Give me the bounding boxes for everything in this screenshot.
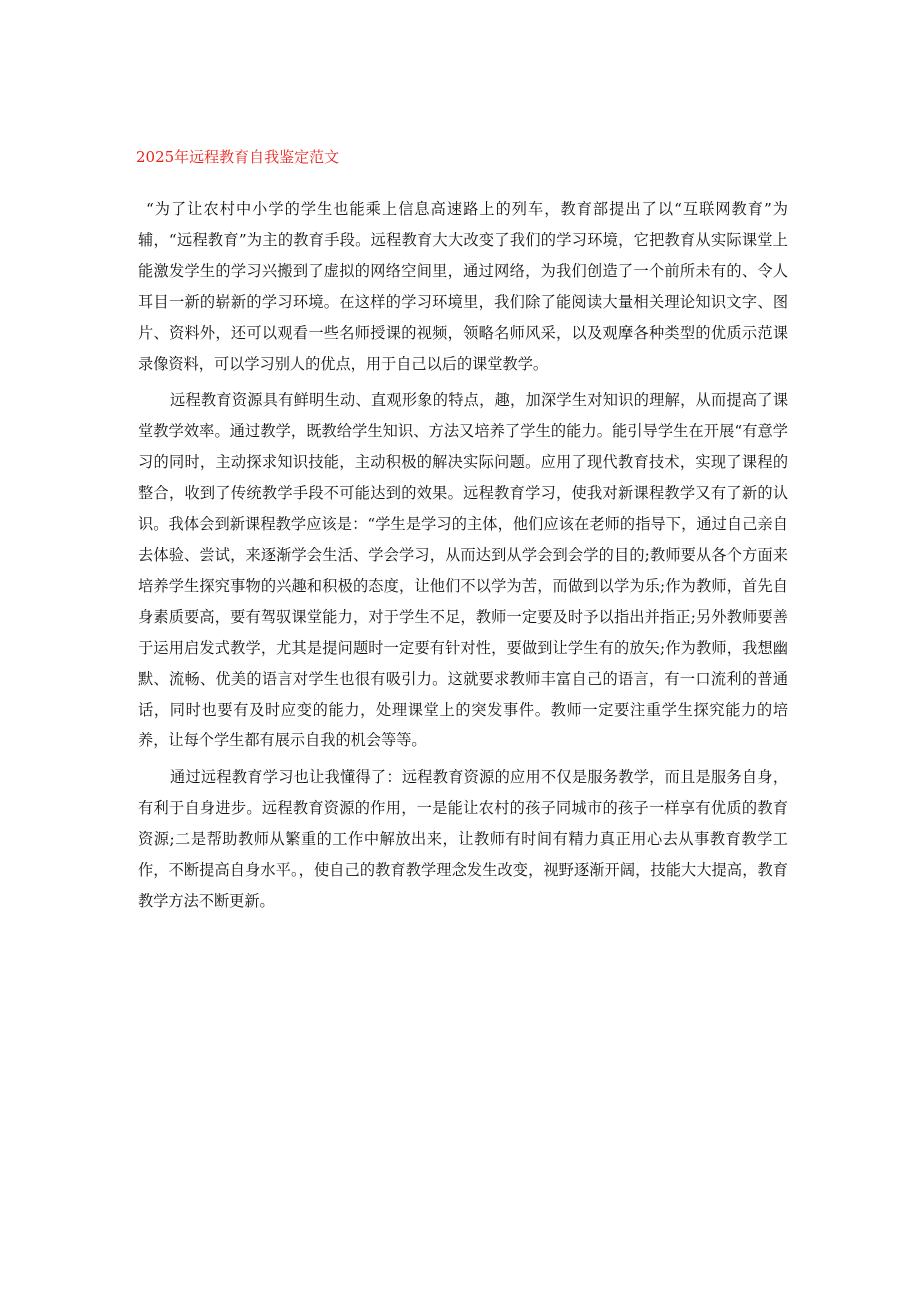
paragraph-3: 通过远程教育学习也让我懂得了：远程教育资源的应用不仅是服务教学，而且是服务自身，有利于自身进步。远程教育资源的作用，一是能让农村的孩子同城市的孩子一样享有优质的教育资源;二是帮助教师从繁重的工作中解放出来，让教师有时间有精力真正用心去从事教育教学工作，不断提高自身水平。，使自己的教育教学理念发生改变，视野逐渐开阔，技能大大提高，教育教学方法不断更新。	[138, 768, 788, 910]
paragraph-2: 远程教育资源具有鲜明生动、直观形象的特点，趣，加深学生对知识的理解，从而提高了课堂教学效率。通过教学，既教给学生知识、方法又培养了学生的能力。能引导学生在开展“有意学习的同时，主动探求知识技能，主动积极的解决实际问题。应用了现代教育技术，实现了课程的整合，收到了传统教学手段不可能达到的效果。远程教育学习，使我对新课程教学又有了新的认识。我体会到新课程教学应该是：“学生是学习的主体，他们应该在老师的指导下，通过自己亲自去体验、尝试，来逐渐学会生活、学会学习，从而达到从学会到会学的目的;教师要从各个方面来培养学生探究事物的兴趣和积极的态度，让他们不以学为苦，而做到以学为乐;作为教师，首先自身素质要高，要有驾驭课堂能力，对于学生不足，教师一定要及时予以指出并指正;另外教师要善于运用启发式教学，尤其是提问题时一定要有针对性，要做到让学生有的放矢;作为教师，我想幽默、流畅、优美的语言对学生也很有吸引力。这就要求教师丰富自己的语言，有一口流利的普通话，同时也要有及时应变的能力，处理课堂上的突发事件。教师一定要注重学生探究能力的培养，让每个学生都有展示自我的机会等等。	[138, 391, 788, 750]
paragraph-1: “为了让农村中小学的学生也能乘上信息高速路上的列车，教育部提出了以“互联网教育”为辅，“远程教育”为主的教育手段。远程教育大大改变了我们的学习环境，它把教育从实际课堂上能激发学生的学习兴搬到了虚拟的网络空间里，通过网络，为我们创造了一个前所未有的、令人耳目一新的崭新的学习环境。在这样的学习环境里，我们除了能阅读大量相关理论知识文字、图片、资料外，还可以观看一些名师授课的视频，领略名师风采，以及观摩各种类型的优质示范课录像资料，可以学习别人的优点，用于自己以后的课堂教学。	[138, 200, 788, 373]
document-body	[138, 194, 788, 917]
document-title: 2025年远程教育自我鉴定范文	[136, 148, 340, 166]
